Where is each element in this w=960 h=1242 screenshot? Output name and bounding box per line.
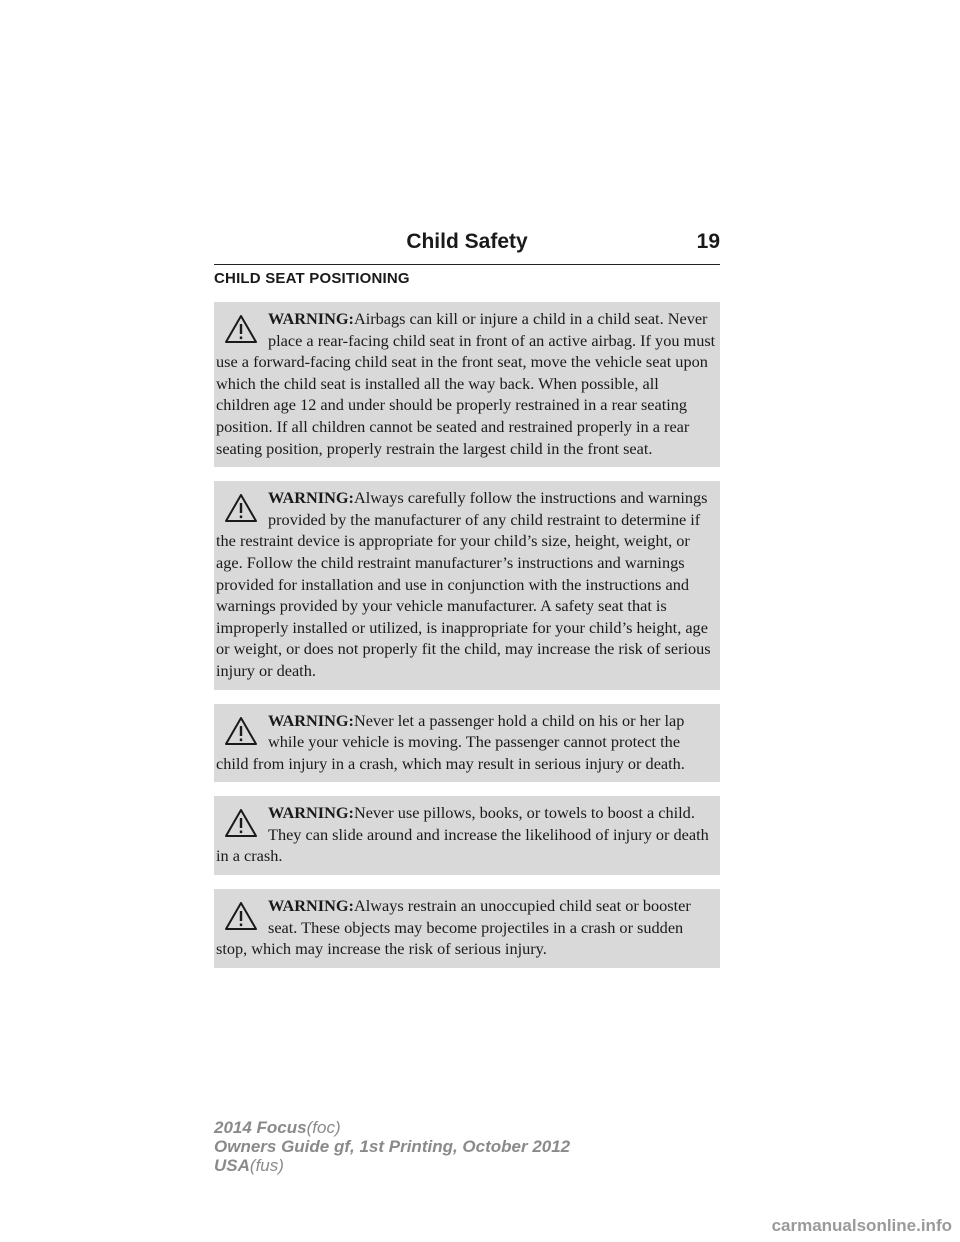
warning-triangle-icon — [224, 716, 258, 746]
warning-text: Never let a passenger hold a child on his or her lap while your vehicle is moving. The passenger cannot protect the child from injury in a crash, which may result in serious injury or death. — [216, 710, 685, 773]
warning-text: Never use pillows, books, or towels to boost a child. They can slide around and increase the likelihood of injury or death in a crash. — [216, 803, 709, 866]
footer-line-market — [214, 1156, 570, 1175]
warning-box — [214, 481, 720, 689]
warning-box — [214, 302, 720, 467]
warning-label: WARNING: — [268, 488, 354, 508]
watermark: carmanualsonline.info — [771, 1216, 952, 1235]
footer-line-model — [214, 1118, 570, 1137]
footer-model-code: (foc) — [306, 1118, 341, 1137]
warning-triangle-icon — [224, 314, 258, 344]
footer-model: 2014 Focus — [214, 1118, 307, 1137]
warning-text: Airbags can kill or injure a child in a child seat. Never place a rear-facing child seat in front of an active airbag. If you must use a forward-facing child seat in the front seat, move the vehicle seat upon which the child seat is installed all the way back. When possible, all children age 12 and under should be properly restrained in a rear seating position. If all children cannot be seated and restrained properly in a rear seating position, properly restrain the largest child in the front seat. — [216, 309, 716, 458]
page-number: 19 — [696, 230, 720, 253]
page-header — [214, 228, 720, 265]
warning-triangle-icon — [224, 808, 258, 838]
warning-box — [214, 889, 720, 968]
document-footer — [214, 1118, 570, 1175]
footer-line-guide: Owners Guide gf, 1st Printing, October 2012 — [214, 1137, 571, 1156]
warning-text: Always restrain an unoccupied child seat or booster seat. These objects may become projectiles in a crash or sudden stop, which may increase the risk of serious injury. — [216, 896, 691, 959]
warning-box — [214, 704, 720, 783]
footer-market-code: (fus) — [249, 1156, 284, 1175]
warning-label: WARNING: — [268, 309, 354, 328]
warning-label: WARNING: — [268, 803, 354, 823]
footer-market: USA — [214, 1156, 250, 1175]
warning-label: WARNING: — [268, 896, 354, 916]
warning-text: Always carefully follow the instructions and warnings provided by the manufacturer of any child restraint to determine if the restraint device is appropriate for your child’s size, height, weight, or age. Follow the child restraint manufacturer’s instructions and warnings provided for installation and use in conjunction with the instructions and warnings provided by your vehicle manufacturer. A safety seat that is improperly installed or utilized, is inappropriate for your child’s height, age or weight, or does not properly fit the child, may increase the risk of serious injury or death. — [216, 488, 711, 680]
warning-triangle-icon — [224, 901, 258, 931]
warning-triangle-icon — [224, 493, 258, 523]
warning-box — [214, 796, 720, 875]
section-title: CHILD SEAT POSITIONING — [214, 270, 410, 287]
warning-label: WARNING: — [268, 710, 354, 730]
chapter-title: Child Safety — [406, 230, 528, 253]
warnings-list — [214, 302, 720, 982]
